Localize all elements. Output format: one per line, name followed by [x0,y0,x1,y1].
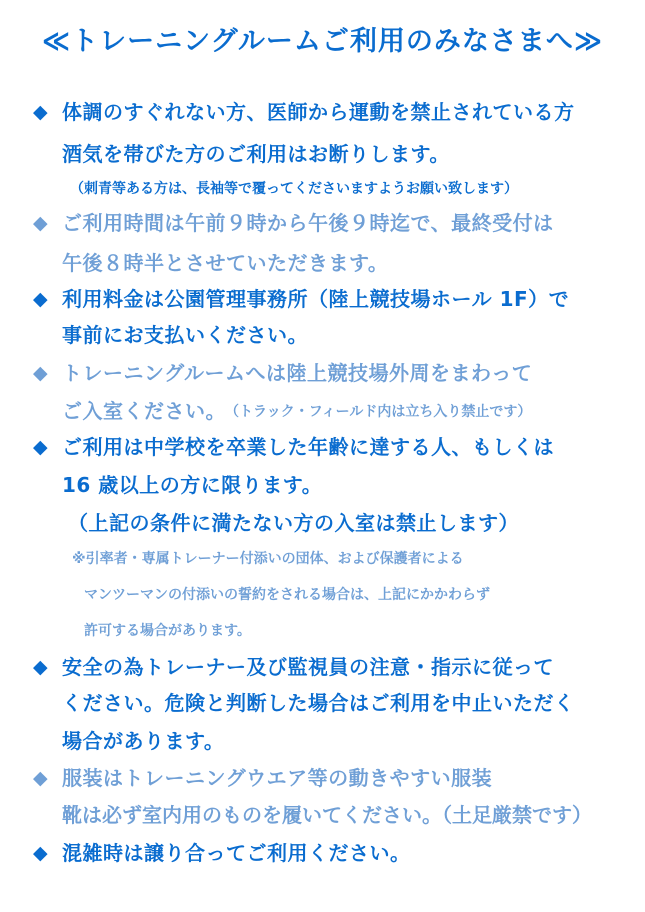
rule-note: ※引率者・専属トレーナー付添いの団体、および保護者による [72,551,464,567]
diamond-bullet-icon: ◆ [33,436,48,458]
rule-text: ご入室ください。 [62,399,226,423]
diamond-bullet-icon: ◆ [33,362,48,384]
rule-text: ください。危険と判断した場合はご利用を中止いただく [62,691,575,715]
rule-text: 場合があります。 [62,729,225,753]
diamond-bullet-icon: ◆ [33,656,48,678]
rule-note: 許可する場合があります。 [84,623,251,639]
rule-note: （トラック・フィールド内は立ち入り禁止です） [225,404,532,420]
rule-text: トレーニングルームへは陸上競技場外周をまわって [62,361,533,385]
rule-note: （刺青等ある方は、長袖等で覆ってくださいますようお願い致します） [70,181,518,197]
rule-text: 16 歳以上の方に限ります。 [62,473,323,497]
rule-text: 靴は必ず室内用のものを履いてください。（土足厳禁です） [62,803,592,827]
rule-note: マンツーマンの付添いの誓約をされる場合は、上記にかかわらず [84,587,490,603]
notice-title: ≪トレーニングルームご利用のみなさまへ≫ [41,26,604,57]
rule-text: ご利用時間は午前９時から午後９時迄で、最終受付は [62,211,554,235]
diamond-bullet-icon: ◆ [33,288,48,310]
rule-text: 午後８時半とさせていただきます。 [62,251,389,275]
rule-text: ご利用は中学校を卒業した年齢に達する人、もしくは [62,435,554,459]
diamond-bullet-icon: ◆ [33,842,48,864]
diamond-bullet-icon: ◆ [33,767,48,789]
rule-text: 混雑時は譲り合ってご利用ください。 [62,841,411,865]
rule-text: 酒気を帯びた方のご利用はお断りします。 [62,142,450,166]
rule-text: 体調のすぐれない方、医師から運動を禁止されている方 [62,100,575,124]
rule-text: 服装はトレーニングウエア等の動きやすい服装 [62,766,493,790]
diamond-bullet-icon: ◆ [33,101,48,123]
rule-text: 安全の為トレーナー及び監視員の注意・指示に従って [62,655,554,679]
rule-text: 事前にお支払いください。 [62,323,308,347]
rule-text: 利用料金は公園管理事務所（陸上競技場ホール 1F）で [62,287,570,311]
diamond-bullet-icon: ◆ [33,212,48,234]
rule-note: （上記の条件に満たない方の入室は禁止します） [68,511,519,535]
